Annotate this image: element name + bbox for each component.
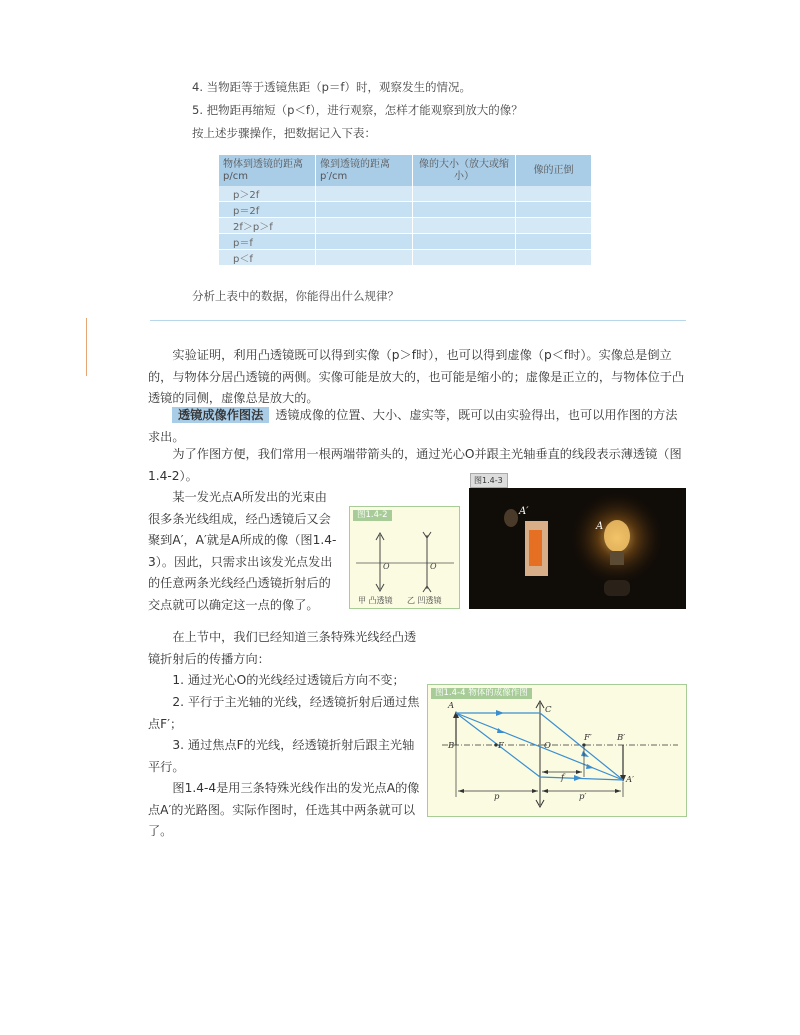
margin-mark <box>86 318 87 376</box>
rule-1: 1. 通过光心O的光线经过透镜后方向不变； <box>172 673 405 687</box>
figure-1-4-3-tag <box>470 473 508 488</box>
table-cell: p＝f <box>219 234 316 250</box>
step-5: 5. 把物距再缩短（p＜f），进行观察，怎样才能观察到放大的像？ <box>192 103 523 117</box>
table-cell: 2f＞p＞f <box>219 218 316 234</box>
lens-symbols-diagram <box>350 507 459 608</box>
record-instruction: 按上述步骤操作，把数据记入下表： <box>192 126 376 140</box>
label-focus-f: F <box>498 741 504 751</box>
arrow-right-icon <box>574 775 582 781</box>
section-label: 透镜成像作图法 <box>172 407 269 423</box>
label-point-a: A <box>448 701 455 711</box>
paragraph-figure-explanation: 图1.4-4是用三条特殊光线作出的发光点A的像点A′的光路图。实际作图时，任选其中两条就可以了。 <box>148 781 420 838</box>
section-divider <box>150 320 686 321</box>
label-point-a-prime: A′ <box>626 775 635 785</box>
figure-title: 图1.4-2 <box>353 510 392 521</box>
step-4: 4. 当物距等于透镜焦距（p＝f）时，观察发生的情况。 <box>192 80 471 94</box>
table-header: 像的大小（放大或缩小） <box>413 155 516 186</box>
photo-illustration <box>469 488 686 609</box>
section-text: 透镜成像的位置、大小、虚实等，既可以由实验得出，也可以用作图的方法求出。 <box>148 408 678 444</box>
label-o: O <box>430 562 437 571</box>
figure-1-4-4 <box>427 684 687 817</box>
figure-1-4-2 <box>349 506 460 609</box>
label-focus-f-prime: F′ <box>584 733 592 743</box>
table-cell: p＝2f <box>219 202 316 218</box>
paragraph-lens-symbol: 为了作图方便，我们常用一根两端带箭头的，通过光心O并跟主光轴垂直的线段表示薄透镜（图1.4-2）。 <box>148 447 682 483</box>
table-header: 像到透镜的距离p′/cm <box>316 155 413 186</box>
analysis-question: 分析上表中的数据，你能得出什么规律？ <box>192 289 399 303</box>
label-center-o: O <box>544 741 551 751</box>
arrow-right-icon <box>497 728 504 733</box>
bulb-base <box>610 551 624 565</box>
small-lens <box>504 509 518 527</box>
table-cell: p＜f <box>219 250 316 266</box>
table-row <box>219 186 592 202</box>
table-row <box>219 250 592 266</box>
bulb-socket <box>604 580 630 596</box>
section-paragraph <box>148 405 688 448</box>
rule-3: 3. 通过焦点F的光线，经透镜折射后跟主光轴平行。 <box>148 738 415 774</box>
screen-image <box>529 530 542 566</box>
table-header-row <box>219 155 592 186</box>
label-a-prime: A′ <box>519 506 529 517</box>
caption-concave: 乙 凹透镜 <box>407 596 442 605</box>
paragraph-real-virtual: 实验证明，利用凸透镜既可以得到实像（p＞f时），也可以得到虚像（p＜f时）。实像总是倒立的，与物体分居凸透镜的两侧。实像可能是放大的，也可能是缩小的；虚像是正立的，与物体位于凸透镜的同侧，虚像总是放大的。 <box>148 348 685 405</box>
label-point-b: B <box>448 741 455 751</box>
table-header: 物体到透镜的距离p/cm <box>219 155 316 186</box>
label-point-c: C <box>545 705 552 715</box>
ray-diagram <box>428 685 686 816</box>
figure-title: 图1.4-3 <box>474 476 503 485</box>
paragraph-special-rays: 在上节中，我们已经知道三条特殊光线经凸透镜折射后的传播方向： <box>148 630 417 666</box>
table-header: 像的正倒 <box>516 155 592 186</box>
table-row <box>219 202 592 218</box>
label-point-b-prime: B′ <box>617 733 626 743</box>
photo-convex-lens-imaging <box>469 488 686 609</box>
label-distance-p: p <box>494 792 500 802</box>
caption-convex: 甲 凸透镜 <box>358 596 393 605</box>
rule-2: 2. 平行于主光轴的光线，经透镜折射后通过焦点F′； <box>148 695 420 731</box>
paragraph-point-source: 某一发光点A所发出的光束由很多条光线组成，经凸透镜后又会聚到A′，A′就是A所成的像（图1.4-3）。因此，只需求出该发光点发出的任意两条光线经凸透镜折射后的交点就可以确定这一点的像了。 <box>148 490 337 612</box>
table-row <box>219 218 592 234</box>
table-row <box>219 234 592 250</box>
data-table <box>219 155 592 266</box>
label-distance-p-prime: p′ <box>579 792 587 802</box>
figure-title: 图1.4-4 物体的成像作图 <box>431 688 532 699</box>
label-focal-length: f <box>561 773 565 783</box>
table-cell: p＞2f <box>219 186 316 202</box>
light-bulb <box>604 520 630 552</box>
label-o: O <box>383 562 390 571</box>
arrow-right-icon <box>496 710 504 716</box>
label-a: A <box>596 521 604 532</box>
